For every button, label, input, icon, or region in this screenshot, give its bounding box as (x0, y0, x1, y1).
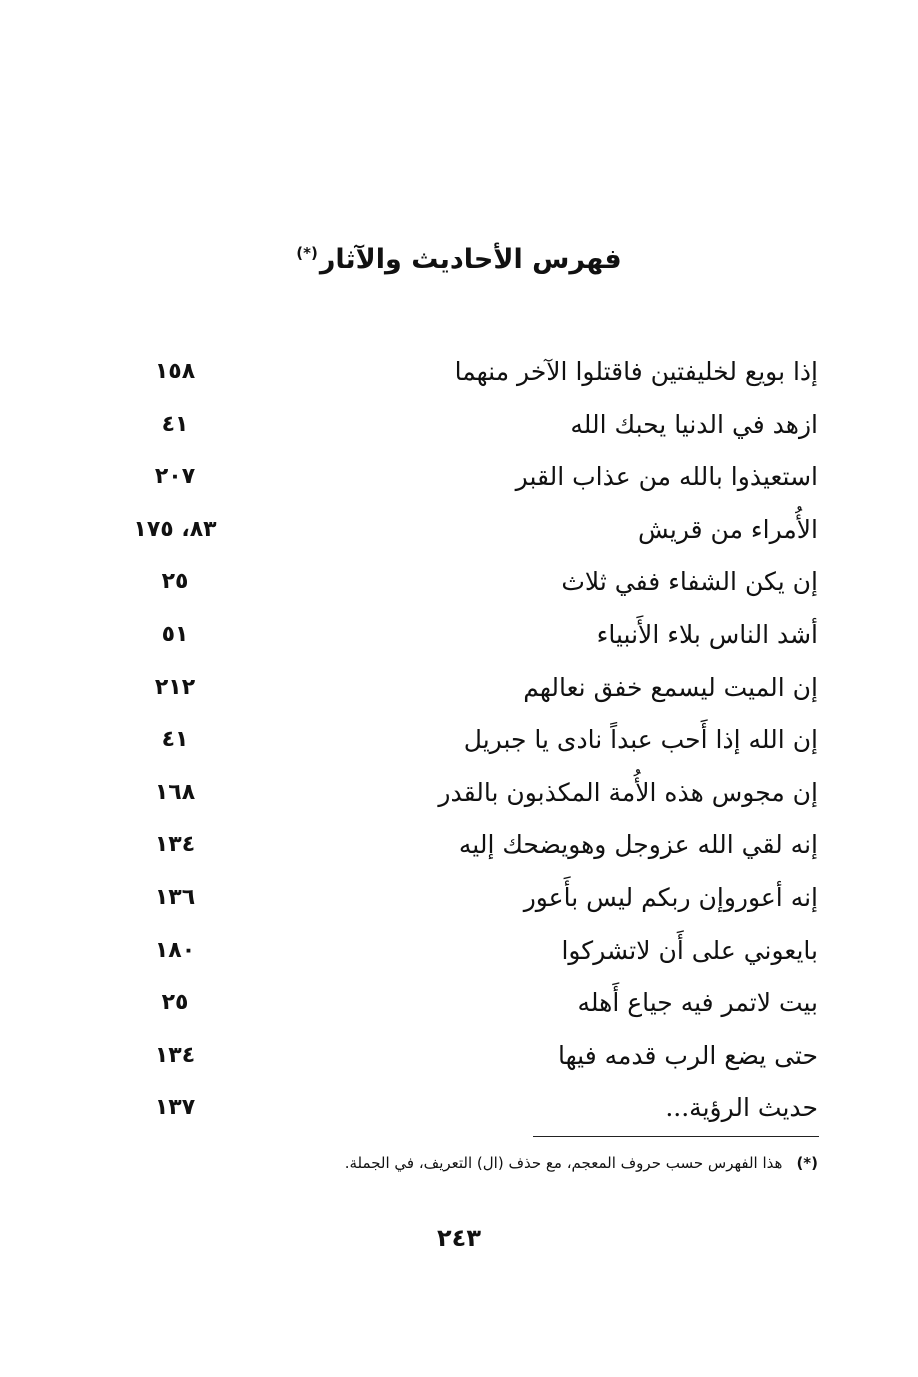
index-entry (0, 454, 918, 507)
index-title-footnote-mark: (*) (296, 244, 318, 262)
page-references: ٢١٢ (154, 674, 196, 700)
index-entry (0, 770, 918, 823)
page-references: ١٦٨ (154, 779, 196, 805)
hadith-text: إنه لقي الله عزوجل وهويضحك إليه (458, 830, 818, 860)
hadith-index-list (0, 349, 918, 1138)
index-title (0, 244, 918, 275)
hadith-text: إن الله إذا أَحب عبداً نادى يا جبريل (463, 725, 818, 755)
hadith-text: إن الميت ليسمع خفق نعالهم (523, 672, 818, 702)
index-entry (0, 980, 918, 1033)
footnote-text: هذا الفهرس حسب حروف المعجم، مع حذف (ال) التعريف، في الجملة. (344, 1154, 783, 1172)
index-entry (0, 612, 918, 665)
index-entry (0, 507, 918, 560)
page-references: ٤١ (161, 727, 189, 753)
page-references: ١٣٤ (154, 1042, 196, 1068)
page-references: ٢٠٧ (154, 464, 196, 490)
hadith-text: إن مجوس هذه الأُمة المكذبون بالقدر (438, 777, 818, 807)
index-entry (0, 402, 918, 455)
hadith-text: إن يكن الشفاء ففي ثلاث (561, 567, 818, 597)
hadith-text: إذا بويع لخليفتين فاقتلوا الآخر منهما (454, 357, 818, 386)
index-entry (0, 665, 918, 718)
hadith-text: ازهد في الدنيا يحبك الله (570, 409, 818, 439)
index-entry (0, 349, 918, 402)
hadith-text: إنه أعوروإن ربكم ليس بأَعور (523, 882, 818, 912)
index-entry (0, 717, 918, 770)
page-number: ٢٤٣ (437, 1224, 481, 1252)
page-references: ٢٥ (161, 569, 189, 595)
index-entry (0, 559, 918, 612)
hadith-text: بايعوني على أَن لاتشركوا (561, 935, 818, 965)
index-title-text: فهرس الأحاديث والآثار (319, 244, 622, 275)
hadith-text: حديث الرؤية... (665, 1093, 818, 1123)
page-references: ١٣٧ (154, 1095, 196, 1121)
footnote (345, 1154, 818, 1172)
footnote-divider (533, 1136, 819, 1137)
page-references: ٥١ (161, 621, 189, 647)
index-entry (0, 875, 918, 928)
hadith-text: حتى يضع الرب قدمه فيها (558, 1040, 818, 1070)
page-references: ١٨٠ (154, 937, 196, 963)
page-references: ٤١ (161, 411, 189, 437)
hadith-text: أشد الناس بلاء الأَنبياء (596, 619, 818, 649)
index-entry (0, 822, 918, 875)
index-entry (0, 928, 918, 981)
page-references: ١٣٤ (154, 832, 196, 858)
page-references: ١٣٦ (154, 884, 196, 910)
footnote-mark: (*) (796, 1154, 818, 1172)
index-entry (0, 1085, 918, 1138)
page-references: ١٥٨ (154, 359, 196, 384)
page-references: ٢٥ (161, 990, 189, 1016)
page-references: ٨٣، ١٧٥ (133, 516, 217, 542)
hadith-text: الأُمراء من قريش (638, 514, 818, 544)
index-entry (0, 1033, 918, 1086)
hadith-text: استعيذوا بالله من عذاب القبر (515, 462, 818, 492)
hadith-text: بيت لاتمر فيه جياع أَهله (577, 988, 818, 1018)
